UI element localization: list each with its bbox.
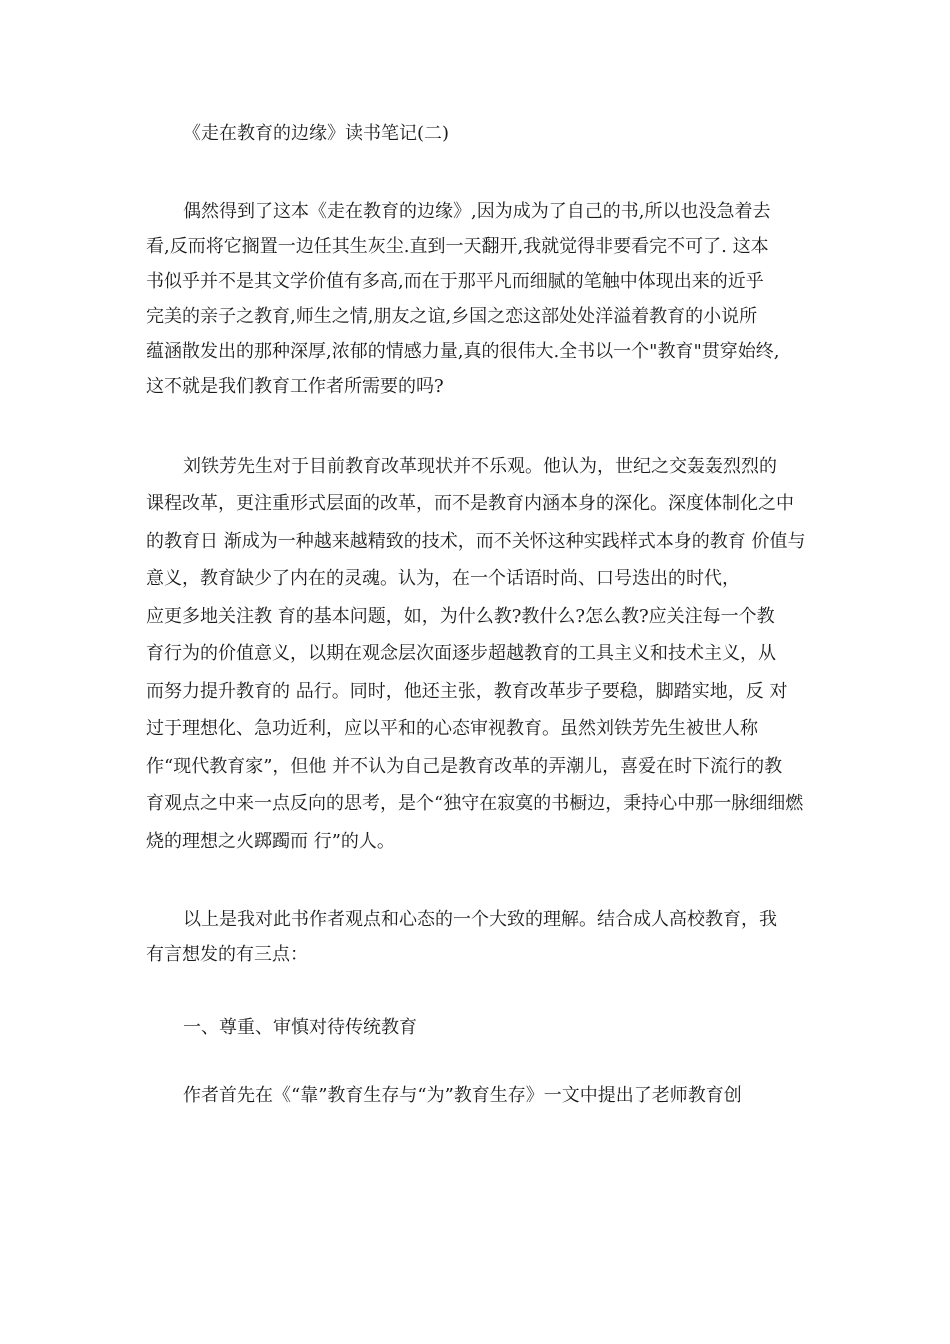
- paragraph-line: 育行为的价值意义，以期在观念层次面逐步超越教育的工具主义和技术主义，从: [146, 643, 776, 664]
- paragraph-line: 育观点之中来一点反向的思考，是个“独守在寂寞的书橱边，秉持心中那一脉细细燃: [146, 793, 804, 814]
- paragraph-line: 刘铁芳先生对于目前教育改革现状并不乐观。他认为，世纪之交轰轰烈烈的: [183, 456, 777, 477]
- section-heading: 一、尊重、审慎对待传统教育: [183, 1017, 417, 1038]
- paragraph-line: 而努力提升教育的 品行。同时，他还主张，教育改革步子要稳，脚踏实地，反 对: [146, 681, 788, 702]
- paragraph-line: 应更多地关注教 育的基本问题，如，为什么教?教什么?怎么教?应关注每一个教: [146, 606, 775, 627]
- paragraph-line: 偶然得到了这本《走在教育的边缘》,因为成为了自己的书,所以也没急着去: [183, 201, 771, 222]
- paragraph-line: 看,反而将它搁置一边任其生灰尘.直到一天翻开,我就觉得非要看完不可了. 这本: [146, 236, 769, 257]
- paragraph-line: 有言想发的有三点：: [146, 944, 308, 965]
- paragraph-line: 书似乎并不是其文学价值有多高,而在于那平凡而细腻的笔触中体现出来的近乎: [146, 271, 764, 292]
- paragraph-line: 的教育日 渐成为一种越来越精致的技术，而不关怀这种实践样式本身的教育 价值与: [146, 531, 806, 552]
- paragraph-line: 以上是我对此书作者观点和心态的一个大致的理解。结合成人高校教育，我: [183, 909, 777, 930]
- paragraph-line: 蕴涵散发出的那种深厚,浓郁的情感力量,真的很伟大.全书以一个"教育"贯穿始终,: [146, 341, 780, 362]
- paragraph-line: 过于理想化、急功近利，应以平和的心态审视教育。虽然刘铁芳先生被世人称: [146, 718, 758, 739]
- paragraph-line: 这不就是我们教育工作者所需要的吗?: [146, 376, 444, 397]
- paragraph-line: 烧的理想之火踯躅而 行”的人。: [146, 831, 395, 852]
- paragraph-line: 作“现代教育家”，但他 并不认为自己是教育改革的弄潮儿，喜爱在时下流行的教: [146, 756, 783, 777]
- document-title: 《走在教育的边缘》读书笔记(二): [183, 123, 450, 144]
- paragraph-line: 作者首先在《“靠”教育生存与“为”教育生存》一文中提出了老师教育创: [183, 1085, 742, 1106]
- paragraph-line: 意义，教育缺少了内在的灵魂。认为，在一个话语时尚、口号迭出的时代，: [146, 568, 740, 589]
- paragraph-line: 完美的亲子之教育,师生之情,朋友之谊,乡国之恋这部处处洋溢着教育的小说所: [146, 306, 758, 327]
- paragraph-line: 课程改革，更注重形式层面的改革，而不是教育内涵本身的深化。深度体制化之中: [146, 493, 794, 514]
